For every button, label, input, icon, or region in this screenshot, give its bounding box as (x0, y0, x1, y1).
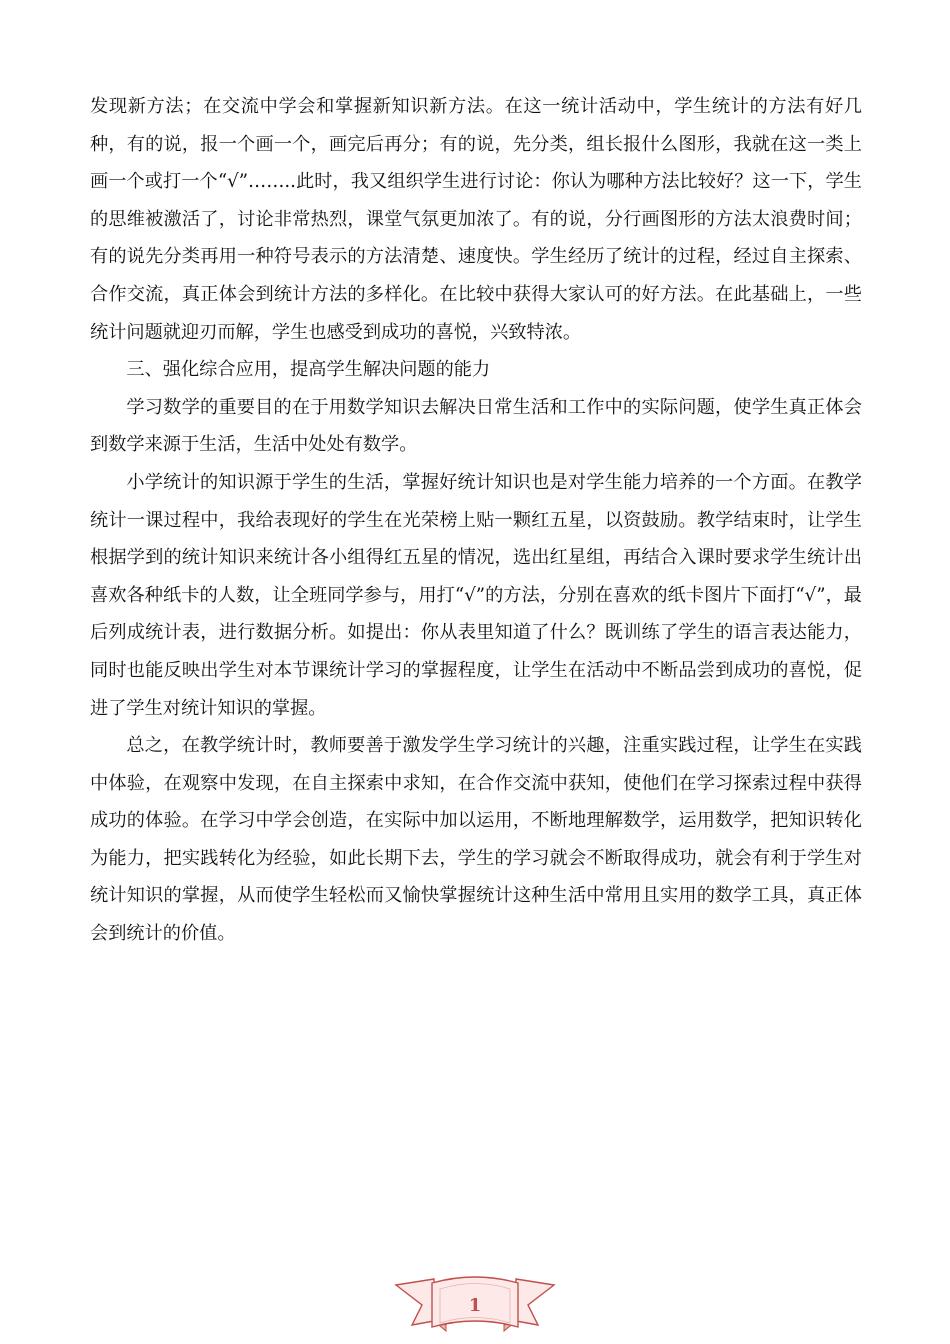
document-body (90, 88, 862, 953)
paragraph-purpose: 学习数学的重要目的在于用数学知识去解决日常生活和工作中的实际问题，使学生真正体会到数学来源于生活，生活中处处有数学。 (90, 396, 862, 456)
section-heading: 三、强化综合应用，提高学生解决问题的能力 (126, 359, 491, 381)
paragraph-example: 小学统计的知识源于学生的生活，掌握好统计知识也是对学生能力培养的一个方面。在教学统计一课过程中，我给表现好的学生在光荣榜上贴一颗红五星，以资鼓励。教学结束时，让学生根据学到的统计知识来统计各小组得红五星的情况，选出红星组，再结合入课时要求学生统计出喜欢各种纸卡的人数，让全班同学参与，用打“√”的方法，分别在喜欢的纸卡图片下面打“√”，最后列成统计表，进行数据分析。如提出：你从表里知道了什么？既训练了学生的语言表达能力，同时也能反映出学生对本节课统计学习的掌握程度，让学生在活动中不断品尝到成功的喜悦，促进了学生对统计知识的掌握。 (90, 471, 862, 719)
ribbon-right-tail (516, 1279, 554, 1325)
paragraph-continuation: 发现新方法；在交流中学会和掌握新知识新方法。在这一统计活动中，学生统计的方法有好几种，有的说，报一个画一个，画完后再分；有的说，先分类，组长报什么图形，我就在这一类上画一个或打一个“√”……..此时，我又组织学生进行讨论：你认为哪种方法比较好？这一下，学生的思维被激活了，讨论非常热烈，课堂气氛更加浓了。有的说，分行画图形的方法太浪费时间；有的说先分类再用一种符号表示的方法清楚、速度快。学生经历了统计的过程，经过自主探索、合作交流，真正体会到统计方法的多样化。在比较中获得大家认可的好方法。在此基础上，一些统计问题就迎刃而解，学生也感受到成功的喜悦，兴致特浓。 (90, 96, 862, 343)
paragraph-conclusion: 总之，在教学统计时，教师要善于激发学生学习统计的兴趣，注重实践过程，让学生在实践中体验，在观察中发现，在自主探索中求知，在合作交流中获知，使他们在学习探索过程中获得成功的体验。在学习中学会创造，在实际中加以运用，不断地理解数学，运用数学，把知识转化为能力，把实践转化为经验，如此长期下去，学生的学习就会不断取得成功，就会有利于学生对统计知识的掌握，从而使学生轻松而又愉快掌握统计这种生活中常用且实用的数学工具，真正体会到统计的价值。 (90, 735, 862, 945)
page-number: 1 (468, 1295, 482, 1316)
ribbon-left-tail (396, 1279, 434, 1325)
